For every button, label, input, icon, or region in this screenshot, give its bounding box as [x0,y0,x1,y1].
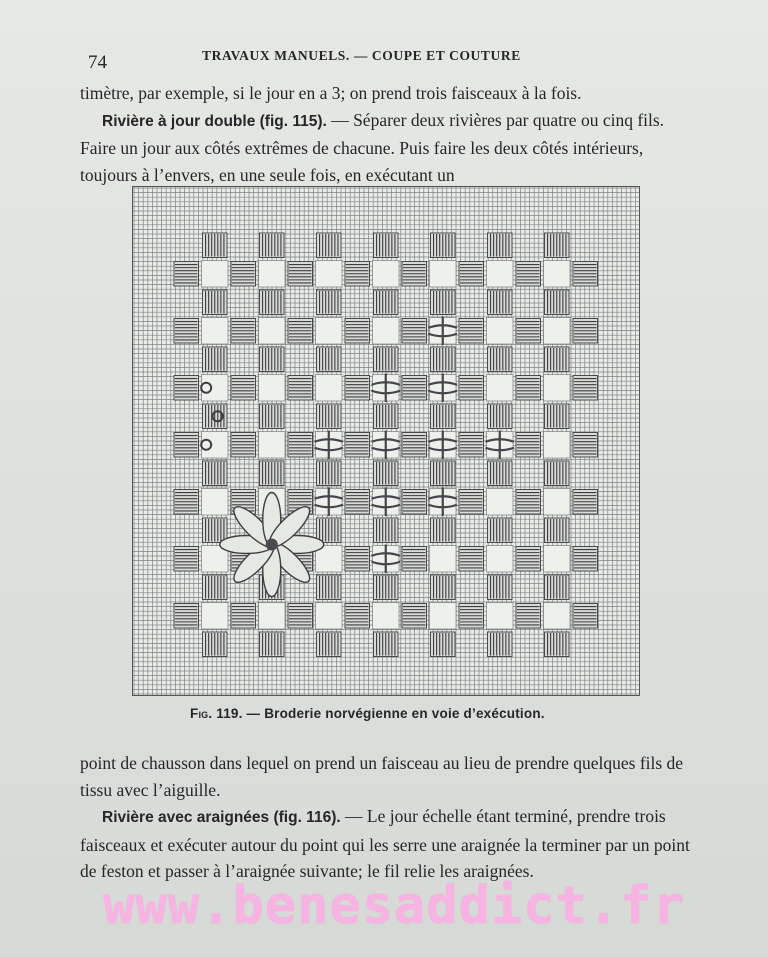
satin-stitch-block [573,433,598,458]
open-square [202,375,229,402]
satin-stitch-block [402,433,427,458]
satin-stitch-block [374,518,399,543]
figure-caption-text: — Broderie norvégienne en voie d’exécution. [242,706,545,721]
satin-stitch-block [431,233,456,258]
satin-stitch-block [573,262,598,287]
satin-stitch-block [516,604,541,629]
satin-stitch-block [174,490,199,515]
satin-stitch-block [459,547,484,572]
open-square [316,603,343,630]
open-square [202,432,229,459]
satin-stitch-block [174,604,199,629]
paragraph-riviere-araignees [80,803,700,885]
satin-stitch-block [288,376,313,401]
satin-stitch-block [431,632,456,657]
open-square [259,261,286,288]
satin-stitch-block [317,404,342,429]
open-square [316,261,343,288]
open-square [544,318,571,345]
satin-stitch-block [203,461,228,486]
satin-stitch-block [374,461,399,486]
satin-stitch-block [431,404,456,429]
satin-stitch-block [288,319,313,344]
open-square [487,546,514,573]
satin-stitch-block [374,233,399,258]
page-number: 74 [88,52,107,73]
open-square [487,489,514,516]
satin-stitch-block [431,461,456,486]
satin-stitch-block [260,461,285,486]
open-square [487,603,514,630]
open-square [259,375,286,402]
open-square [544,432,571,459]
satin-stitch-block [231,604,256,629]
satin-stitch-block [488,575,513,600]
satin-stitch-block [402,262,427,287]
open-square [544,261,571,288]
satin-stitch-block [545,233,570,258]
satin-stitch-block [573,490,598,515]
satin-stitch-block [345,433,370,458]
riviere-double-label: Rivière à jour double (fig. 115). [102,112,327,130]
satin-stitch-block [345,319,370,344]
satin-stitch-block [545,347,570,372]
satin-stitch-block [573,376,598,401]
satin-stitch-block [374,290,399,315]
satin-stitch-block [345,604,370,629]
satin-stitch-block [260,632,285,657]
satin-stitch-block [374,632,399,657]
satin-stitch-block [317,290,342,315]
satin-stitch-block [573,547,598,572]
satin-stitch-block [317,518,342,543]
satin-stitch-block [231,376,256,401]
satin-stitch-block [402,604,427,629]
satin-stitch-block [431,575,456,600]
open-square [202,603,229,630]
open-square [373,318,400,345]
satin-stitch-block [260,404,285,429]
satin-stitch-block [459,433,484,458]
satin-stitch-block [545,461,570,486]
satin-stitch-block [345,490,370,515]
riviere-double-text: — Séparer deux rivières par quatre ou cinq fils. Faire un jour aux côtés extrêmes de chacune. Puis faire les deux côtés intérieurs, toujours à l’envers, en une seule fois, en exécutant un [80,109,665,185]
watermark-text: www.benesaddict.fr [103,876,685,936]
open-square [373,603,400,630]
figure-caption [190,706,610,721]
open-square [373,261,400,288]
satin-stitch-block [488,290,513,315]
satin-stitch-block [345,376,370,401]
open-square [544,546,571,573]
satin-stitch-block [402,490,427,515]
satin-stitch-block [288,262,313,287]
satin-stitch-block [174,547,199,572]
satin-stitch-block [516,262,541,287]
satin-stitch-block [488,461,513,486]
satin-stitch-block [545,575,570,600]
satin-stitch-block [488,518,513,543]
flower-spider-motif [220,493,324,597]
satin-stitch-block [402,319,427,344]
satin-stitch-block [260,347,285,372]
satin-stitch-block [431,518,456,543]
satin-stitch-block [288,433,313,458]
satin-stitch-block [317,632,342,657]
open-square [259,603,286,630]
satin-stitch-block [317,347,342,372]
satin-stitch-block [317,575,342,600]
satin-stitch-block [231,262,256,287]
satin-stitch-block [459,319,484,344]
satin-stitch-block [174,376,199,401]
satin-stitch-block [203,290,228,315]
open-square [487,318,514,345]
running-title: TRAVAUX MANUELS. — COUPE ET COUTURE [202,48,521,63]
satin-stitch-block [260,233,285,258]
satin-stitch-block [431,347,456,372]
paragraph-riviere-double [80,107,700,189]
satin-stitch-block [231,319,256,344]
open-square [487,261,514,288]
satin-stitch-block [317,461,342,486]
satin-stitch-block [288,604,313,629]
embroidery-figure [132,186,640,696]
satin-stitch-block [174,433,199,458]
open-square [202,489,229,516]
continued-line: timètre, par exemple, si le jour en a 3; on prend trois faisceaux à la fois. [80,83,582,103]
satin-stitch-block [203,518,228,543]
open-square [544,603,571,630]
open-square [259,318,286,345]
open-square [430,546,457,573]
satin-stitch-block [203,575,228,600]
open-square [316,375,343,402]
riviere-araignees-label: Rivière avec araignées (fig. 116). [102,809,341,826]
satin-stitch-block [260,290,285,315]
satin-stitch-block [174,262,199,287]
satin-stitch-block [488,632,513,657]
satin-stitch-block [516,547,541,572]
satin-stitch-block [317,233,342,258]
satin-stitch-block [374,575,399,600]
satin-stitch-block [516,319,541,344]
paragraph-point-chausson: point de chausson dans lequel on prend un faisceau au lieu de prendre quelques fils de tissu avec l’aiguille. [80,753,684,800]
figure-number: Fig. 119. [190,706,243,721]
satin-stitch-block [459,376,484,401]
satin-stitch-block [374,347,399,372]
satin-stitch-block [459,490,484,515]
satin-stitch-block [203,632,228,657]
top-text-block [80,80,700,188]
satin-stitch-block [516,376,541,401]
satin-stitch-block [431,290,456,315]
satin-stitch-block [174,319,199,344]
satin-stitch-block [488,404,513,429]
open-square [202,318,229,345]
open-square [430,603,457,630]
satin-stitch-block [573,319,598,344]
satin-stitch-block [573,604,598,629]
satin-stitch-block [459,604,484,629]
satin-stitch-block [345,262,370,287]
satin-stitch-block [402,547,427,572]
satin-stitch-block [203,233,228,258]
satin-stitch-block [231,433,256,458]
open-square [202,261,229,288]
page-header [84,46,684,76]
satin-stitch-block [402,376,427,401]
open-square [430,261,457,288]
riviere-araignees-text: — Le jour échelle étant terminé, prendre trois faisceaux et exécuter autour du point qui les serre une araignée la terminer par un point de feston et passer à l’araignée suivante; le fil relie les araignées. [80,806,690,881]
embroidery-pattern-illustration [132,186,640,696]
satin-stitch-block [545,290,570,315]
satin-stitch-block [516,433,541,458]
satin-stitch-block [488,233,513,258]
satin-stitch-block [545,404,570,429]
satin-stitch-block [545,518,570,543]
satin-stitch-block [345,547,370,572]
bottom-text-block [80,750,700,885]
satin-stitch-block [459,262,484,287]
open-square [259,432,286,459]
open-square [544,375,571,402]
satin-stitch-block [203,347,228,372]
open-square [316,318,343,345]
satin-stitch-block [516,490,541,515]
open-square [544,489,571,516]
satin-stitch-block [545,632,570,657]
open-square [487,375,514,402]
satin-stitch-block [488,347,513,372]
satin-stitch-block [374,404,399,429]
